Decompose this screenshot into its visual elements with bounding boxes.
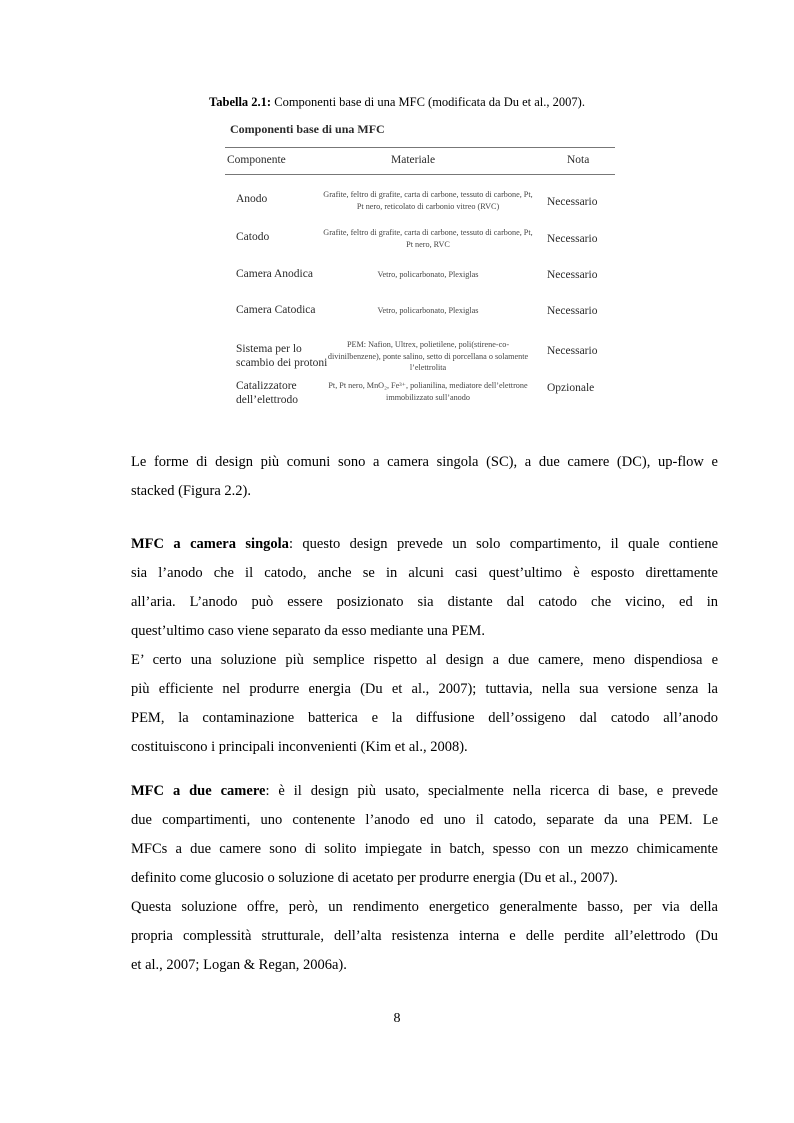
- row-component: Catalizzatore dell’elettrodo: [236, 380, 298, 406]
- text-line: E’ certo una soluzione più semplice rispetto al design a due camere, meno dispendiosa e: [131, 652, 718, 668]
- row-material: Pt, Pt nero, MnO₂, Fe³⁺, polianilina, mediatore dell’elettrone immobilizzato sull’anodo: [328, 381, 528, 402]
- text-line: Questa soluzione offre, però, un rendimento energetico generalmente basso, per via della: [131, 899, 718, 915]
- section-heading: MFC a due camere: [131, 783, 266, 799]
- row-material: Vetro, policarbonato, Plexiglas: [377, 270, 479, 279]
- row-component: Sistema per lo scambio dei protoni: [236, 343, 328, 369]
- row-component: Camera Anodica: [236, 268, 313, 280]
- row-material: PEM: Nafion, Ultrex, polietilene, poli(stirene-co-divinilbenzene), ponte salino, setto di porcellana o solamente l’elettrolita: [327, 340, 529, 372]
- row-note: Necessario: [547, 269, 598, 281]
- table-title: Componenti base di una MFC: [230, 122, 385, 136]
- text-line: sia l’anodo che il catodo, anche se in alcuni casi quest’ultimo è esposto direttamente: [131, 565, 718, 581]
- section-heading: MFC a camera singola: [131, 536, 289, 552]
- text-line: quest’ultimo caso viene separato da esso mediante una PEM.: [131, 623, 485, 639]
- row-note: Necessario: [547, 233, 598, 245]
- text-line: costituiscono i principali inconvenienti (Kim et al., 2008).: [131, 739, 468, 755]
- header-component: Componente: [227, 154, 286, 166]
- row-note: Necessario: [547, 345, 598, 357]
- text-line: Le forme di design più comuni sono a camera singola (SC), a due camere (DC), up-flow e: [131, 454, 718, 470]
- row-material: Grafite, feltro di grafite, carta di carbone, tessuto di carbone, Pt, Pt nero, reticolato di carbonio vitreo (RVC): [323, 190, 533, 211]
- row-component: Camera Catodica: [236, 304, 316, 316]
- text-line: MFCs a due camere sono di solito impiegate in batch, spesso con un mezzo chimicamente: [131, 841, 718, 857]
- table-top-rule: [225, 147, 615, 148]
- double-chamber-paragraph: [131, 777, 718, 980]
- text-line: all’aria. L’anodo può essere posizionato sia distante dal catodo che vicino, ed in: [131, 594, 718, 610]
- header-material: Materiale: [391, 154, 436, 166]
- table-caption-text: Componenti base di una MFC (modificata da Du et al., 2007).: [271, 95, 585, 109]
- row-material: Grafite, feltro di grafite, carta di carbone, tessuto di carbone, Pt, Pt nero, RVC: [323, 228, 533, 249]
- row-note: Necessario: [547, 305, 598, 317]
- header-note: Nota: [567, 154, 590, 166]
- row-component: Catodo: [236, 231, 270, 243]
- text-line: MFC a due camere: è il design più usato, specialmente nella ricerca di base, e prevede: [131, 783, 718, 799]
- text-line: definito come glucosio o soluzione di acetato per produrre energia (Du et al., 2007).: [131, 870, 618, 886]
- row-note: Opzionale: [547, 382, 595, 394]
- row-component: Anodo: [236, 193, 268, 205]
- text-line: più efficiente nel produrre energia (Du et al., 2007); tuttavia, nella sua versione senza la: [131, 681, 718, 697]
- text-line: propria complessità strutturale, dell’alta resistenza interna e delle perdite all’elettrodo (Du: [131, 928, 718, 944]
- text-line: PEM, la contaminazione batterica e la diffusione dell’ossigeno dal catodo all’anodo: [131, 710, 718, 726]
- text-line: due compartimenti, uno contenente l’anodo ed uno il catodo, separate da una PEM. Le: [131, 812, 718, 828]
- text-line: stacked (Figura 2.2).: [131, 483, 251, 499]
- row-note: Necessario: [547, 196, 598, 208]
- page-number: 8: [393, 1011, 401, 1026]
- table-header-rule: [225, 174, 615, 175]
- text-line: et al., 2007; Logan & Regan, 2006a).: [131, 957, 347, 973]
- intro-paragraph: [131, 448, 718, 506]
- text-line: MFC a camera singola: questo design prevede un solo compartimento, il quale contiene: [131, 536, 718, 552]
- single-chamber-paragraph: [131, 530, 718, 762]
- table-caption-label: Tabella 2.1:: [209, 95, 272, 109]
- row-material: Vetro, policarbonato, Plexiglas: [377, 306, 479, 315]
- table-caption: [0, 94, 794, 110]
